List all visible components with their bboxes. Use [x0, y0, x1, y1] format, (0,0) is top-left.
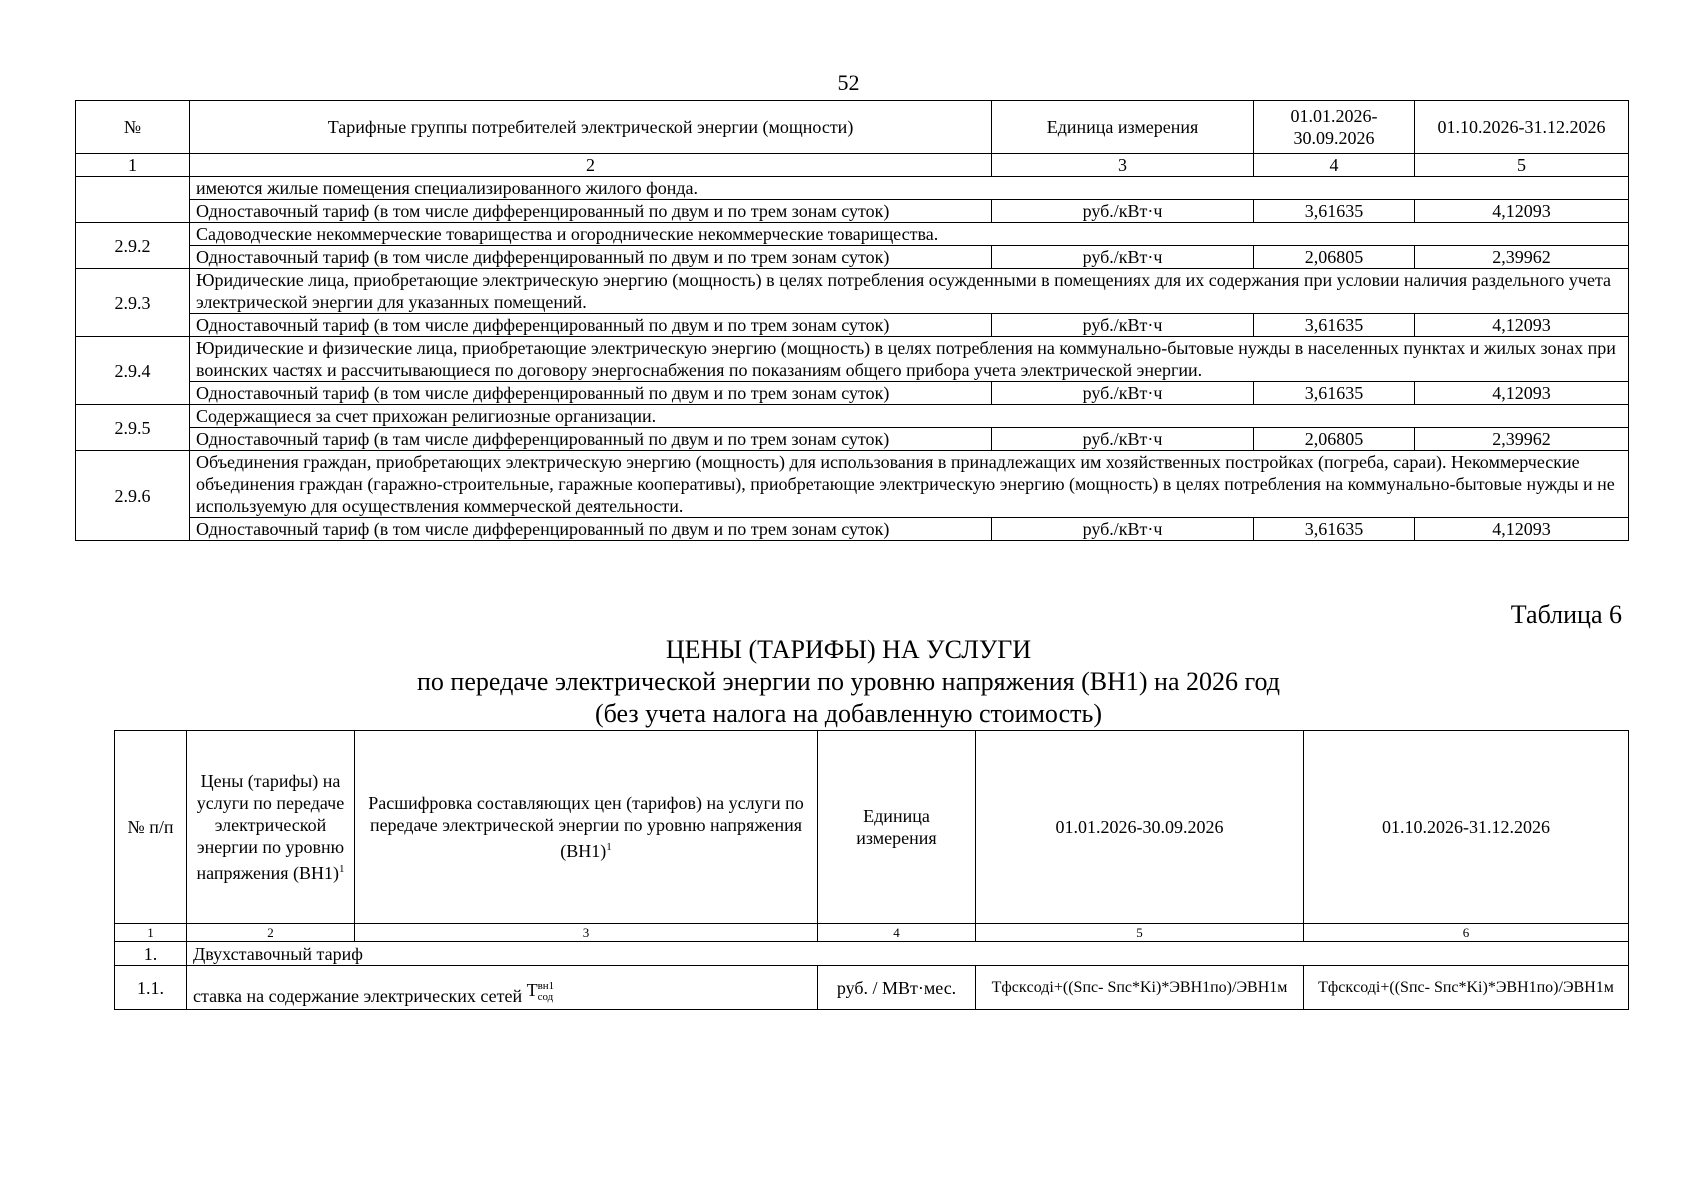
col-number: 5 — [976, 924, 1304, 942]
unit-cell: руб./кВт·ч — [992, 246, 1254, 269]
row-label: ставка на содержание электрических сетей — [193, 986, 523, 1006]
unit-cell: руб./кВт·ч — [992, 382, 1254, 405]
row-number: 1. — [115, 942, 187, 966]
tariff-symbol-base: Т — [526, 980, 538, 1000]
col-number: 6 — [1304, 924, 1629, 942]
group-number — [76, 177, 190, 223]
footnote-mark: 1 — [606, 841, 612, 853]
table-row — [115, 966, 1629, 1010]
header-period-1: 01.01.2026-30.09.2026 — [1254, 101, 1415, 154]
value-period-2: 4,12093 — [1415, 518, 1629, 541]
table-row — [76, 382, 1629, 405]
group-number: 2.9.6 — [76, 451, 190, 541]
header-prices-text: Цены (тарифы) на услуги по передаче электрической энергии по уровню напряжения (ВН1) — [196, 771, 345, 883]
table-row — [76, 337, 1629, 382]
unit-cell: руб./кВт·ч — [992, 200, 1254, 223]
header-period-1: 01.01.2026-30.09.2026 — [976, 731, 1304, 924]
header-num: № п/п — [115, 731, 187, 924]
tariff-name: Одноставочный тариф (в том числе дифференцированный по двум и по трем зонам суток) — [190, 314, 992, 337]
tariff-symbol — [527, 979, 555, 1003]
tariff-table-6 — [114, 730, 1629, 1010]
tariff-name: Одноставочный тариф (в том числе дифференцированный по двум и по трем зонам суток) — [190, 518, 992, 541]
group-description: Садоводческие некоммерческие товарищества и огороднические некоммерческие товарищества. — [190, 223, 1629, 246]
value-period-1: 3,61635 — [1254, 200, 1415, 223]
group-description: Объединения граждан, приобретающих электрическую энергию (мощность) для использования в принадлежащих им хозяйственных постройках (погреба, сараи). Некоммерческие объединения граждан (гаражно-строительные, гаражные кооперативы), приобретающие электрическую энергию (мощность) в целях потребления на коммунально-бытовые нужды и не используемую для осуществления коммерческой деятельности. — [190, 451, 1629, 518]
value-period-1: 2,06805 — [1254, 246, 1415, 269]
header-num: № — [76, 101, 190, 154]
col-number: 3 — [992, 154, 1254, 177]
value-period-1: 3,61635 — [1254, 518, 1415, 541]
column-numbers-row — [115, 924, 1629, 942]
row-number: 1.1. — [115, 966, 187, 1010]
group-description: Юридические и физические лица, приобретающие электрическую энергию (мощность) в целях потребления на коммунально-бытовые нужды в населенных пунктах и жилых зонах при воинских частях и рассчитывающиеся по договору энергоснабжения по показаниям общего прибора учета электрической энергии. — [190, 337, 1629, 382]
col-number: 5 — [1415, 154, 1629, 177]
col-number: 1 — [115, 924, 187, 942]
table-row — [76, 405, 1629, 428]
table-row — [76, 177, 1629, 200]
value-period-1: 3,61635 — [1254, 314, 1415, 337]
col-number: 2 — [190, 154, 992, 177]
unit-cell: руб./кВт·ч — [992, 518, 1254, 541]
value-period-2: 4,12093 — [1415, 200, 1629, 223]
column-numbers-row — [76, 154, 1629, 177]
group-number: 2.9.4 — [76, 337, 190, 405]
tariff-name: Одноставочный тариф (в там числе дифференцированный по двум и по трем зонам суток) — [190, 428, 992, 451]
header-period-2: 01.10.2026-31.12.2026 — [1415, 101, 1629, 154]
col-number: 1 — [76, 154, 190, 177]
table-header-row — [115, 731, 1629, 924]
group-description: Содержащиеся за счет прихожан религиозные организации. — [190, 405, 1629, 428]
unit-cell: руб. / МВт·мес. — [818, 966, 976, 1010]
table-row — [76, 269, 1629, 314]
value-period-2: 2,39962 — [1415, 428, 1629, 451]
header-prices — [187, 731, 355, 924]
table-row — [76, 428, 1629, 451]
tariff-name: Одноставочный тариф (в том числе дифференцированный по двум и по трем зонам суток) — [190, 200, 992, 223]
table-row — [76, 223, 1629, 246]
table-row — [76, 314, 1629, 337]
group-number: 2.9.3 — [76, 269, 190, 337]
value-period-2: 2,39962 — [1415, 246, 1629, 269]
tariff-name: Одноставочный тариф (в том числе дифференцированный по двум и по трем зонам суток) — [190, 382, 992, 405]
table-subtitle: по передаче электрической энергии по уровню напряжения (ВН1) на 2026 год — [417, 667, 1280, 696]
table-row — [76, 518, 1629, 541]
col-number: 3 — [355, 924, 818, 942]
table-row — [76, 451, 1629, 518]
header-unit: Единица измерения — [992, 101, 1254, 154]
table-row — [76, 246, 1629, 269]
table-row — [115, 942, 1629, 966]
tariff-symbol-sup: вн1 — [537, 979, 555, 992]
value-period-2: 4,12093 — [1415, 314, 1629, 337]
unit-cell: руб./кВт·ч — [992, 428, 1254, 451]
col-number: 4 — [1254, 154, 1415, 177]
table-title: ЦЕНЫ (ТАРИФЫ) НА УСЛУГИ — [665, 635, 1032, 664]
tariff-name: Одноставочный тариф (в том числе дифференцированный по двум и по трем зонам суток) — [190, 246, 992, 269]
tariff-symbol-sub: сод — [537, 990, 554, 1003]
header-unit: Единица измерения — [818, 731, 976, 924]
table-subtitle-note: (без учета налога на добавленную стоимость) — [594, 699, 1102, 728]
formula-period-1: Тфскcодi+((Sпс- Sпс*Ki)*ЭВН1по)/ЭВН1м — [976, 966, 1304, 1010]
table-row — [76, 200, 1629, 223]
value-period-1: 3,61635 — [1254, 382, 1415, 405]
header-groups: Тарифные группы потребителей электрической энергии (мощности) — [190, 101, 992, 154]
col-number: 2 — [187, 924, 355, 942]
group-number: 2.9.2 — [76, 223, 190, 269]
header-period-2: 01.10.2026-31.12.2026 — [1304, 731, 1629, 924]
value-period-2: 4,12093 — [1415, 382, 1629, 405]
header-breakdown-text: Расшифровка составляющих цен (тарифов) на услуги по передаче электрической энергии по уровню напряжения (ВН1) — [368, 793, 804, 861]
table-label: Таблица 6 — [1510, 600, 1622, 629]
col-number: 4 — [818, 924, 976, 942]
group-description: Юридические лица, приобретающие электрическую энергию (мощность) в целях потребления осужденными в помещениях для их содержания при условии наличия раздельного учета электрической энергии для указанных помещений. — [190, 269, 1629, 314]
unit-cell: руб./кВт·ч — [992, 314, 1254, 337]
table-header-row — [76, 101, 1629, 154]
row-label: Двухставочный тариф — [187, 942, 1629, 966]
row-label-cell — [187, 966, 818, 1010]
page-number: 52 — [837, 70, 860, 95]
formula-period-2: Тфскcодi+((Sпс- Sпс*Ki)*ЭВН1по)/ЭВН1м — [1304, 966, 1629, 1010]
group-number: 2.9.5 — [76, 405, 190, 451]
value-period-1: 2,06805 — [1254, 428, 1415, 451]
group-description: имеются жилые помещения специализированного жилого фонда. — [190, 177, 1629, 200]
tariff-table-5 — [75, 100, 1629, 541]
header-breakdown — [355, 731, 818, 924]
footnote-mark: 1 — [339, 863, 345, 875]
